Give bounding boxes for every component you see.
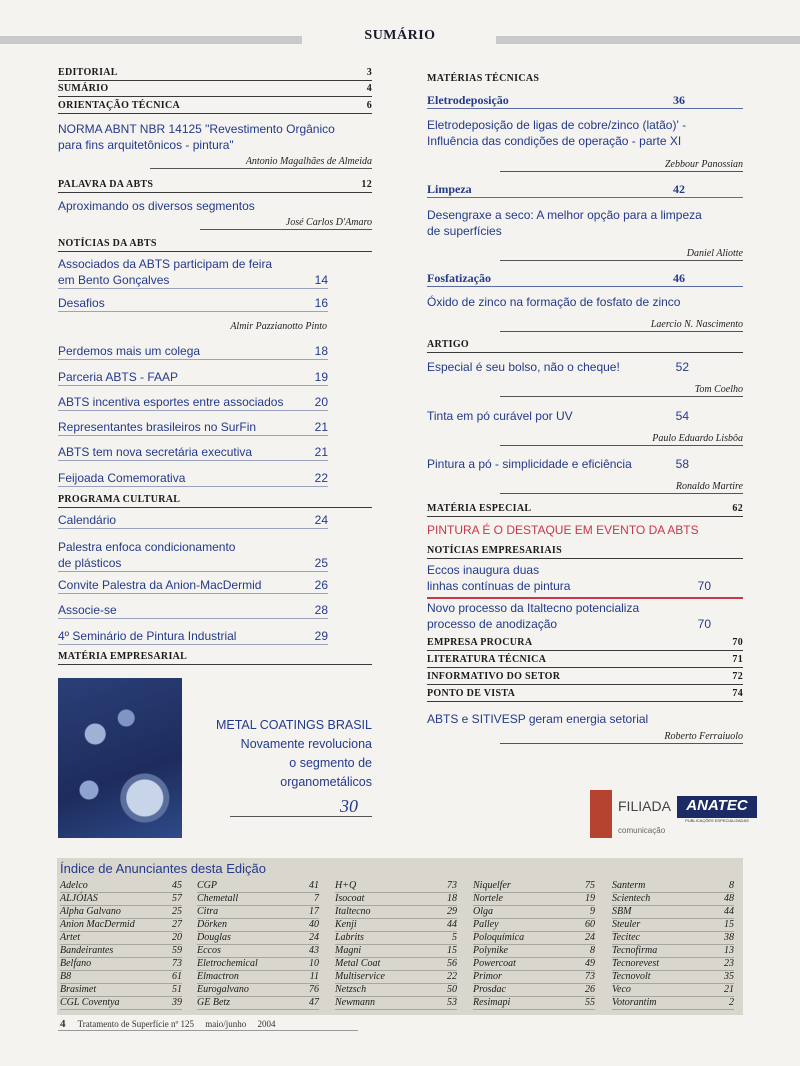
list-item-noticia[interactable] <box>58 470 328 487</box>
advertiser-page: 11 <box>309 971 319 982</box>
list-item-page: 52 <box>675 360 689 374</box>
list-item-label: Convite Palestra da Anion-MacDermid <box>58 578 262 592</box>
section-sumario[interactable]: SUMÁRIO 4 <box>58 82 372 97</box>
advertiser-name: ALJÓIAS <box>60 893 98 904</box>
section-materia-especial[interactable]: MATÉRIA ESPECIAL 62 <box>427 502 743 517</box>
author-fosfat: Laercio N. Nascimento <box>500 318 743 332</box>
section-right-item[interactable] <box>427 653 743 668</box>
feature-page-number: 30 <box>340 796 358 816</box>
entry-ponto-vista[interactable]: ABTS e SITIVESP geram energia setorial <box>427 712 649 726</box>
advertiser-name: Alpha Galvano <box>60 906 121 917</box>
list-item-noticia[interactable] <box>58 343 328 360</box>
advertiser-name: Chemetall <box>197 893 239 904</box>
entry-fosfat[interactable]: Óxido de zinco na formação de fosfato de zinco <box>427 295 681 309</box>
advertiser-name: Eccos <box>197 945 221 956</box>
advertiser-page: 50 <box>447 984 457 995</box>
list-item-page: 21 <box>314 445 328 459</box>
advertiser-name: Scientech <box>612 893 651 904</box>
advertiser-page: 56 <box>447 958 457 969</box>
advertiser-name: Citra <box>197 906 219 917</box>
advertiser-name: Adelco <box>60 880 88 891</box>
advertiser-page: 39 <box>172 997 182 1008</box>
advertiser-row[interactable] <box>335 984 457 997</box>
advertiser-page: 76 <box>309 984 319 995</box>
advertiser-row[interactable] <box>473 945 595 958</box>
list-item-line2: de plásticos <box>58 556 122 570</box>
advertiser-row[interactable] <box>335 932 457 945</box>
list-item-noticia[interactable] <box>58 419 328 436</box>
list-item-label: Tinta em pó curável por UV <box>427 409 573 423</box>
advertiser-name: Resimapi <box>473 997 511 1008</box>
advertiser-page: 55 <box>585 997 595 1008</box>
advertiser-column <box>612 880 734 1010</box>
list-item-page: 25 <box>314 556 328 570</box>
advertiser-name: Bandeirantes <box>60 945 114 956</box>
list-item-line1: Palestra enfoca condicionamento <box>58 540 236 554</box>
advertiser-page: 41 <box>309 880 319 891</box>
entry-aproximando[interactable]: Aproximando os diversos segmentos <box>58 199 255 213</box>
section-right-item[interactable] <box>427 670 743 685</box>
list-item-noticia[interactable] <box>58 369 328 386</box>
advertiser-row[interactable] <box>473 932 595 945</box>
advertiser-column <box>60 880 182 1010</box>
author-artigo: Paulo Eduardo Lisbôa <box>500 432 743 446</box>
advertiser-name: Olga <box>473 906 493 917</box>
advertiser-row[interactable] <box>335 971 457 984</box>
entry-norma[interactable]: NORMA ABNT NBR 14125 "Revestimento Orgânico para fins arquitetônicos - pintura" <box>58 122 335 152</box>
advertiser-row[interactable] <box>612 971 734 984</box>
section-programa[interactable]: PROGRAMA CULTURAL <box>58 493 372 508</box>
advertiser-row[interactable] <box>60 971 182 984</box>
advertiser-page: 45 <box>172 880 182 891</box>
section-editorial[interactable]: EDITORIAL 3 <box>58 66 372 81</box>
advertiser-page: 49 <box>585 958 595 969</box>
advertiser-row[interactable] <box>197 971 319 984</box>
advertiser-name: CGL Coventya <box>60 997 120 1008</box>
entry-italtecno[interactable]: Novo processo da Italtecno potencializa processo de anodização 70 <box>427 601 711 631</box>
advertiser-page: 44 <box>724 906 734 917</box>
advertiser-row[interactable] <box>612 984 734 997</box>
advertiser-row[interactable] <box>335 958 457 971</box>
author-artigo: Tom Coelho <box>500 383 743 397</box>
section-materias-tecnicas[interactable]: MATÉRIAS TÉCNICAS <box>427 73 540 84</box>
advertiser-name: Steuler <box>612 919 641 930</box>
advertiser-page: 75 <box>585 880 595 891</box>
advertiser-row[interactable] <box>335 893 457 906</box>
advertiser-row[interactable] <box>60 919 182 932</box>
section-label: PONTO DE VISTA <box>427 688 516 699</box>
author-desafios: Almir Pazzianotto Pinto <box>230 321 327 332</box>
advertiser-row[interactable] <box>612 880 734 893</box>
list-item-artigo[interactable] <box>427 359 689 375</box>
advertiser-page: 17 <box>309 906 319 917</box>
page-footer: 4 Tratamento de Superfície nº 125 maio/junho 2004 <box>60 1018 276 1030</box>
list-item-page: 26 <box>314 578 328 592</box>
section-right-item[interactable] <box>427 636 743 651</box>
section-page: 71 <box>732 654 743 665</box>
advertiser-page: 5 <box>452 932 457 943</box>
list-item-label: 4º Seminário de Pintura Industrial <box>58 629 237 643</box>
advertiser-row[interactable] <box>612 958 734 971</box>
section-page: 72 <box>732 671 743 682</box>
advertiser-name: B8 <box>60 971 72 982</box>
list-item-noticia[interactable] <box>58 444 328 461</box>
entry-eccos[interactable]: Eccos inaugura duas linhas contínuas de pintura 70 <box>427 563 711 593</box>
advertiser-row[interactable] <box>473 958 595 971</box>
advertiser-name: Eletrochemical <box>197 958 258 969</box>
advertiser-page: 19 <box>585 893 595 904</box>
advertiser-name: Italtecno <box>335 906 371 917</box>
advertiser-name: Multiservice <box>335 971 385 982</box>
advertiser-page: 73 <box>447 880 457 891</box>
advertisers-title: Índice de Anunciantes desta Edição <box>60 861 266 876</box>
list-item-page: 19 <box>314 370 328 384</box>
advertiser-name: Prosdac <box>473 984 506 995</box>
section-orientacao[interactable]: ORIENTAÇÃO TÉCNICA 6 <box>58 99 372 114</box>
advertiser-column <box>335 880 457 1010</box>
author-artigo: Ronaldo Martire <box>500 480 743 494</box>
page-title: SUMÁRIO <box>364 28 436 43</box>
advertiser-row[interactable] <box>197 906 319 919</box>
advertiser-page: 8 <box>590 945 595 956</box>
advertiser-row[interactable] <box>473 880 595 893</box>
list-item-page: 28 <box>314 603 328 617</box>
list-item-label: Perdemos mais um colega <box>58 344 201 358</box>
advertiser-name: Veco <box>612 984 631 995</box>
advertiser-name: Niquelfer <box>473 880 511 891</box>
anatec-subtitle: PUBLICAÇÕES ESPECIALIZADAS <box>685 818 749 823</box>
list-item-page: 58 <box>675 457 689 471</box>
author-limpeza: Daniel Aliotte <box>500 247 743 261</box>
list-item-programa[interactable] <box>58 628 328 645</box>
list-item-label: ABTS incentiva esportes entre associados <box>58 395 284 409</box>
section-right-item[interactable] <box>427 687 743 702</box>
list-item-artigo[interactable] <box>427 456 689 472</box>
list-item-page: 54 <box>675 409 689 423</box>
advertiser-row[interactable] <box>60 958 182 971</box>
list-item-label: ABTS tem nova secretária executiva <box>58 445 253 459</box>
entry-eletro[interactable]: Eletrodeposição de ligas de cobre/zinco (latão)' - Influência das condições de operação - parte XI <box>427 118 687 148</box>
advertiser-column <box>473 880 595 1010</box>
advertiser-row[interactable] <box>473 893 595 906</box>
advertiser-page: 38 <box>724 932 734 943</box>
advertiser-name: Douglas <box>197 932 231 943</box>
list-item-programa[interactable] <box>58 602 328 619</box>
advertiser-row[interactable] <box>612 919 734 932</box>
list-item-label: Associe-se <box>58 603 117 617</box>
filiada-label: FILIADA <box>618 798 671 814</box>
advertiser-name: Tecnorevest <box>612 958 660 969</box>
advertiser-row[interactable] <box>473 906 595 919</box>
entry-limpeza[interactable]: Desengraxe a seco: A melhor opção para a limpeza de superfícies <box>427 208 702 238</box>
advertiser-row[interactable] <box>197 932 319 945</box>
advertiser-name: Eurogalvano <box>197 984 249 995</box>
advertiser-row[interactable] <box>473 984 595 997</box>
list-item-programa[interactable] <box>58 539 328 572</box>
list-item-label: Calendário <box>58 513 117 527</box>
advertiser-name: Newmann <box>335 997 375 1008</box>
advertiser-name: Votorantim <box>612 997 657 1008</box>
advertiser-row[interactable] <box>60 932 182 945</box>
advertiser-page: 40 <box>309 919 319 930</box>
section-label: EMPRESA PROCURA <box>427 637 533 648</box>
advertiser-page: 44 <box>447 919 457 930</box>
advertiser-row[interactable] <box>60 893 182 906</box>
section-materia-empresarial[interactable]: MATÉRIA EMPRESARIAL <box>58 650 372 665</box>
advertiser-row[interactable] <box>60 906 182 919</box>
advertiser-page: 7 <box>314 893 319 904</box>
list-item-page: 29 <box>314 629 328 643</box>
advertiser-name: GE Betz <box>197 997 231 1008</box>
advertiser-page: 59 <box>172 945 182 956</box>
advertiser-row[interactable] <box>197 945 319 958</box>
advertiser-name: SBM <box>612 906 632 917</box>
advertiser-page: 23 <box>724 958 734 969</box>
list-item-label: Especial é seu bolso, não o cheque! <box>427 360 620 374</box>
advertiser-page: 13 <box>724 945 734 956</box>
section-label: LITERATURA TÉCNICA <box>427 654 547 665</box>
advertiser-page: 20 <box>172 932 182 943</box>
sub-fosfatizacao[interactable]: Fosfatização 46 <box>427 270 743 287</box>
advertiser-name: Belfano <box>60 958 92 969</box>
advertiser-page: 73 <box>172 958 182 969</box>
advertiser-name: Metal Coat <box>335 958 381 969</box>
advertiser-page: 2 <box>729 997 734 1008</box>
advertiser-page: 21 <box>724 984 734 995</box>
advertiser-row[interactable] <box>335 945 457 958</box>
entry-desafios[interactable]: Desafios 16 <box>58 296 328 310</box>
feature-rule <box>230 816 372 817</box>
advertiser-row[interactable] <box>60 945 182 958</box>
advertiser-name: H+Q <box>335 880 357 891</box>
author-aproximando: José Carlos D'Amaro <box>200 216 372 230</box>
advertiser-row[interactable] <box>60 997 182 1010</box>
metal-coatings-photo <box>58 678 182 838</box>
list-item-programa[interactable] <box>58 512 328 529</box>
advertiser-page: 47 <box>309 997 319 1008</box>
advertiser-row[interactable] <box>197 997 319 1010</box>
advertiser-page: 60 <box>585 919 595 930</box>
advertiser-name: Kenji <box>335 919 357 930</box>
advertiser-page: 15 <box>447 945 457 956</box>
advertiser-page: 8 <box>729 880 734 891</box>
advertiser-name: Artet <box>60 932 80 943</box>
advertiser-name: Powercoat <box>473 958 516 969</box>
advertiser-name: Tecitec <box>612 932 640 943</box>
section-palavra[interactable]: PALAVRA DA ABTS 12 <box>58 178 372 193</box>
anatec-logo: ANATEC <box>677 796 757 818</box>
advertiser-page: 61 <box>172 971 182 982</box>
advertiser-name: Anion MacDermid <box>60 919 135 930</box>
advertiser-name: CGP <box>197 880 217 891</box>
advertiser-page: 26 <box>585 984 595 995</box>
advertiser-page: 57 <box>172 893 182 904</box>
advertiser-name: Dörken <box>197 919 227 930</box>
section-label: INFORMATIVO DO SETOR <box>427 671 561 682</box>
advertiser-row[interactable] <box>612 945 734 958</box>
advertiser-row[interactable] <box>612 893 734 906</box>
advertiser-page: 35 <box>724 971 734 982</box>
advertiser-name: Magni <box>335 945 362 956</box>
section-artigo[interactable]: ARTIGO <box>427 338 743 353</box>
advertiser-page: 22 <box>447 971 457 982</box>
advertiser-page: 25 <box>172 906 182 917</box>
advertiser-row[interactable] <box>612 932 734 945</box>
filiada-logo-mark <box>590 790 612 838</box>
advertiser-name: Isocoat <box>335 893 365 904</box>
advertiser-row[interactable] <box>335 906 457 919</box>
list-item-label: Pintura a pó - simplicidade e eficiência <box>427 457 632 471</box>
advertiser-row[interactable] <box>60 984 182 997</box>
advertiser-name: Nortele <box>473 893 503 904</box>
advertiser-page: 24 <box>309 932 319 943</box>
advertiser-row[interactable] <box>473 919 595 932</box>
entry-materia-especial[interactable]: PINTURA É O DESTAQUE EM EVENTO DA ABTS <box>427 523 699 537</box>
feature-metal-coatings[interactable]: METAL COATINGS BRASIL Novamente revoluciona o segmento de organometálicos <box>215 718 372 789</box>
list-item-artigo[interactable] <box>427 408 689 424</box>
section-page: 70 <box>732 637 743 648</box>
advertiser-row[interactable] <box>612 997 734 1010</box>
list-item-page: 21 <box>314 420 328 434</box>
advertiser-page: 29 <box>447 906 457 917</box>
advertiser-row[interactable] <box>335 997 457 1010</box>
divider-eccos <box>427 597 743 599</box>
advertiser-page: 43 <box>309 945 319 956</box>
sub-limpeza[interactable]: Limpeza 42 <box>427 181 743 198</box>
list-item-page: 18 <box>314 344 328 358</box>
advertiser-page: 18 <box>447 893 457 904</box>
advertiser-page: 53 <box>447 997 457 1008</box>
advertiser-row[interactable] <box>473 971 595 984</box>
advertiser-page: 9 <box>590 906 595 917</box>
advertiser-name: Netzsch <box>335 984 367 995</box>
advertiser-name: Primor <box>473 971 502 982</box>
advertiser-page: 15 <box>724 919 734 930</box>
advertiser-name: Labrits <box>335 932 364 943</box>
section-noticias[interactable]: NOTÍCIAS DA ABTS <box>58 237 372 252</box>
advertiser-row[interactable] <box>197 919 319 932</box>
advertiser-row[interactable] <box>197 984 319 997</box>
advertiser-page: 73 <box>585 971 595 982</box>
advertiser-name: Santerm <box>612 880 646 891</box>
advertiser-row[interactable] <box>335 919 457 932</box>
footer-rule <box>58 1030 358 1031</box>
advertiser-name: Polynike <box>473 945 508 956</box>
advertiser-page: 51 <box>172 984 182 995</box>
list-item-page: 22 <box>314 471 328 485</box>
comunicacao-label: comunicação <box>618 826 666 835</box>
advertiser-row[interactable] <box>197 958 319 971</box>
author-ponto: Roberto Ferraiuolo <box>500 730 743 744</box>
advertiser-row[interactable] <box>60 880 182 893</box>
advertiser-name: Brasimet <box>60 984 97 995</box>
advertiser-page: 10 <box>309 958 319 969</box>
advertiser-row[interactable] <box>197 893 319 906</box>
advertiser-name: Tecnovolt <box>612 971 651 982</box>
list-item-page: 24 <box>314 513 328 527</box>
advertiser-name: Elmactron <box>197 971 239 982</box>
list-item-label: Representantes brasileiros no SurFin <box>58 420 257 434</box>
advertiser-name: Poloquímica <box>473 932 525 943</box>
advertiser-page: 24 <box>585 932 595 943</box>
list-item-programa[interactable] <box>58 577 328 594</box>
advertiser-row[interactable] <box>335 880 457 893</box>
list-item-label: Feijoada Comemorativa <box>58 471 186 485</box>
list-item-label: Parceria ABTS - FAAP <box>58 370 179 384</box>
sub-eletrodeposicao[interactable]: Eletrodeposição 36 <box>427 92 743 109</box>
advertiser-name: Tecnofirma <box>612 945 658 956</box>
list-item-page: 20 <box>314 395 328 409</box>
advertiser-name: Palley <box>473 919 499 930</box>
advertiser-page: 27 <box>172 919 182 930</box>
section-noticias-empresariais[interactable]: NOTÍCIAS EMPRESARIAIS <box>427 544 743 559</box>
advertiser-row[interactable] <box>197 880 319 893</box>
author-norma: Antonio Magalhães de Almeida <box>150 155 372 169</box>
advertiser-row[interactable] <box>612 906 734 919</box>
advertiser-column <box>197 880 319 1010</box>
author-eletro: Zebbour Panossian <box>500 158 743 172</box>
advertiser-row[interactable] <box>473 997 595 1010</box>
list-item-noticia[interactable] <box>58 394 328 411</box>
section-page: 74 <box>732 688 743 699</box>
entry-associados[interactable]: Associados da ABTS participam de feira em Bento Gonçalves 14 <box>58 257 328 287</box>
advertiser-page: 48 <box>724 893 734 904</box>
